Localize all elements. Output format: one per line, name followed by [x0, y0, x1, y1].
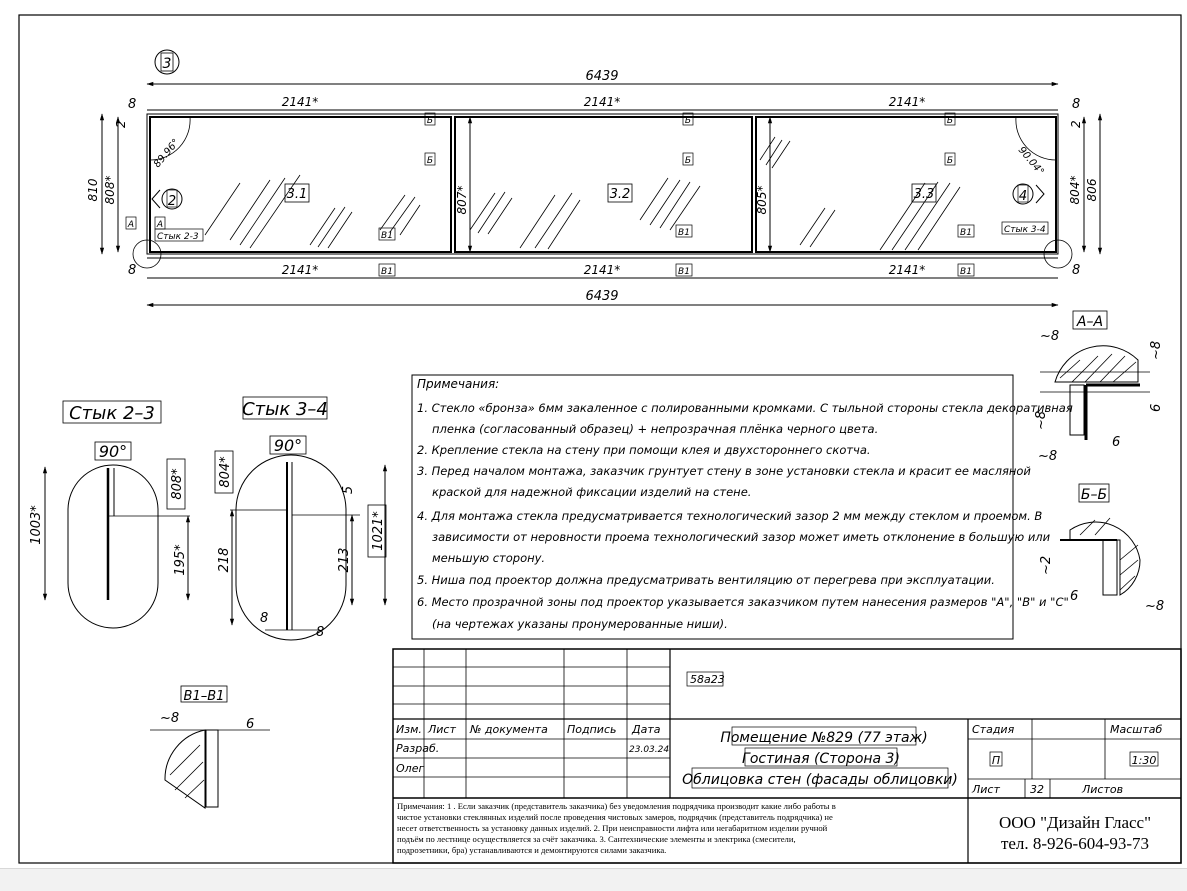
section-a-a	[1034, 311, 1164, 464]
seg-dim-bottom-3: 2141*	[888, 263, 926, 277]
footnote-line: Примечания: 1 . Если заказчик (представитель заказчика) без уведомления подрядчика производит какие либо работы в	[397, 801, 836, 811]
gap-bottom-left: 8	[128, 263, 137, 278]
viewer-bottom-bar	[0, 868, 1187, 891]
aa-dim-2: ~8	[1149, 340, 1164, 360]
height-left-inner: 808*	[103, 175, 117, 205]
note-line: зависимости от неровности проема технологический зазор может иметь отклонение в большую или	[432, 530, 1051, 544]
scale-header: Масштаб	[1110, 723, 1163, 736]
footnote-line: чистое установки стеклянных изделий после проведения чистовых замеров, подрядчик (представитель подрядчика) не	[397, 812, 833, 822]
joint-2-3-detail	[29, 401, 190, 628]
joint-left-num: 2	[167, 194, 177, 209]
author-name: Олег	[396, 762, 425, 775]
panel-label-3: 3.3	[913, 187, 935, 202]
note-line: 6. Место прозрачной зоны под проектор указывается заказчиком путем нанесения размеров "А", "В" и "С"	[417, 595, 1069, 609]
title-line-2: Гостиная (Сторона 3)	[742, 751, 900, 767]
aa-dim-3: ~8	[1034, 410, 1049, 430]
height-panel-2: 807*	[455, 185, 469, 215]
aa-dim-4: ~8	[1038, 449, 1058, 464]
aa-dim-6: 6	[1112, 435, 1121, 450]
glass-hatching	[205, 137, 960, 250]
joint-23-height: 1003*	[29, 505, 44, 545]
note-line: 2. Крепление стекла на стену при помощи клея и двухстороннего скотча.	[417, 443, 871, 457]
doc-code: 58а23	[690, 673, 725, 686]
hdr-date: Дата	[632, 723, 661, 736]
note-line: 1. Стекло «бронза» 6мм закаленное с полированными кромками. С тыльной стороны стекла декоративная	[417, 401, 1073, 415]
footnote-line: подрозетники, бра) устанавливаются и демонтируются силами заказчика.	[397, 845, 667, 855]
svg-text:Б: Б	[426, 116, 434, 126]
panel-3-2	[455, 117, 752, 252]
svg-text:Б: Б	[684, 116, 692, 126]
joint-34-bottom-1: 8	[260, 611, 269, 626]
aa-dim-5: 6	[1149, 403, 1164, 412]
joint-left-label: Стык 2-3	[157, 232, 199, 242]
footnote-line: подъём по лестнице осуществляется за счёт заказчика. 3. Сантехнические элементы и электрика (смесители,	[397, 834, 796, 844]
joint-34-left: 218	[217, 547, 232, 573]
seg-dim-top-3: 2141*	[888, 95, 926, 109]
bb-dim-1: ~2	[1039, 555, 1054, 575]
notes-box	[412, 375, 1073, 639]
note-line: 4. Для монтажа стекла предусматривается технологический зазор 2 мм между стеклом и проемом. В	[417, 509, 1043, 523]
svg-text:В1: В1	[381, 267, 393, 277]
gap-bottom-right: 8	[1072, 263, 1081, 278]
section-v1-v1	[150, 686, 270, 808]
gap-top-right: 8	[1072, 97, 1081, 112]
title-line-3: Облицовка стен (фасады облицовки)	[682, 772, 958, 788]
hdr-doc: № документа	[470, 723, 548, 736]
plan-view	[86, 50, 1100, 305]
seg-dim-bottom-1: 2141*	[281, 263, 319, 277]
note-line: пленка (согласованный образец) + непрозрачная плёнка черного цвета.	[432, 422, 879, 436]
joint-34-title: Стык 3–4	[242, 399, 328, 420]
section-bb-title: Б–Б	[1080, 487, 1108, 503]
svg-text:Б: Б	[426, 156, 434, 166]
overall-dim-bottom: 6439	[585, 289, 619, 304]
seg-dim-bottom-2: 2141*	[583, 263, 621, 277]
bb-dim-3: ~8	[1145, 599, 1165, 614]
svg-text:В1: В1	[678, 228, 690, 238]
section-aa-title: А–А	[1076, 314, 1104, 330]
gap-vert-left: 2	[114, 120, 128, 128]
svg-text:Б: Б	[946, 116, 954, 126]
razrab-label: Разраб.	[396, 742, 440, 755]
height-panel-3: 805*	[755, 185, 769, 215]
view-number: 3	[162, 56, 172, 72]
gap-top-left: 8	[128, 97, 137, 112]
sheet-number: 32	[1030, 783, 1044, 796]
joint-23-angle: 90°	[98, 442, 128, 461]
angle-left: 89.96°	[151, 137, 182, 170]
company-name: ООО "Дизайн Гласс"	[998, 813, 1152, 832]
sheet-header: Лист	[972, 783, 1000, 796]
joint-34-right: 213	[337, 547, 352, 573]
svg-text:В1: В1	[678, 267, 690, 277]
svg-text:Б: Б	[684, 156, 692, 166]
joint-34-angle: 90°	[273, 436, 303, 455]
svg-text:Б: Б	[946, 156, 954, 166]
joint-right-num: 4	[1018, 189, 1028, 204]
joint-34-top: 804*	[218, 456, 233, 488]
gap-vert-right: 2	[1069, 120, 1083, 128]
section-v1-title: В1–В1	[183, 689, 225, 704]
joint-34-bottom-2: 8	[316, 625, 325, 640]
hdr-sign: Подпись	[567, 723, 617, 736]
svg-text:А: А	[156, 220, 164, 230]
overall-dim-top: 6439	[585, 69, 619, 84]
v1-dim-1: ~8	[160, 711, 180, 726]
bb-dim-2: 6	[1070, 589, 1079, 604]
title-block	[393, 649, 1181, 863]
height-right-inner: 804*	[1068, 175, 1082, 205]
aa-dim-1: ~8	[1040, 329, 1060, 344]
joint-right-label: Стык 3-4	[1004, 225, 1046, 235]
height-left-outer: 810	[86, 178, 100, 202]
hdr-list: Лист	[428, 723, 456, 736]
panel-label-1: 3.1	[286, 187, 308, 202]
scale-value: 1:30	[1131, 754, 1157, 767]
stage-header: Стадия	[972, 723, 1015, 736]
svg-text:В1: В1	[960, 228, 972, 238]
sheets-header: Листов	[1082, 783, 1124, 796]
svg-text:В1: В1	[960, 267, 972, 277]
height-right-outer: 806	[1085, 178, 1099, 202]
company-phone: тел. 8-926-604-93-73	[1000, 834, 1150, 853]
joint-3-4-detail	[215, 397, 386, 640]
joint-34-height: 1021*	[371, 511, 386, 551]
title-line-1: Помещение №829 (77 этаж)	[720, 730, 928, 746]
note-line: 3. Перед началом монтажа, заказчик грунтует стену в зоне установки стекла и красит ее масляной	[417, 464, 1031, 478]
svg-text:В1: В1	[381, 231, 393, 241]
joint-34-five: 5	[341, 485, 356, 495]
notes-title: Примечания:	[417, 377, 500, 391]
panel-label-2: 3.2	[609, 187, 631, 202]
angle-right: 90.04°	[1015, 144, 1046, 178]
joint-23-top: 808*	[170, 468, 185, 500]
seg-dim-top-2: 2141*	[583, 95, 621, 109]
v1-dim-2: 6	[246, 717, 255, 732]
note-line: краской для надежной фиксации изделий на стене.	[432, 485, 752, 499]
joint-23-low: 195*	[173, 544, 188, 576]
footnote-line: несет ответственность за установку данных изделий. 2. При неисправности лифта или негабаритном изделии ручной	[397, 823, 828, 833]
note-line: меньшую сторону.	[432, 551, 546, 565]
stage-value: П	[991, 754, 1001, 767]
note-line: 5. Ниша под проектор должна предусматривать вентиляцию от перегрева при эксплуатации.	[417, 573, 995, 587]
seg-dim-top-1: 2141*	[281, 95, 319, 109]
svg-text:А: А	[127, 220, 135, 230]
note-line: (на чертежах указаны пронумерованные ниши).	[432, 617, 728, 631]
doc-date: 23.03.24	[629, 745, 670, 755]
hdr-izm: Изм.	[396, 723, 422, 736]
joint-23-title: Стык 2–3	[69, 403, 155, 424]
